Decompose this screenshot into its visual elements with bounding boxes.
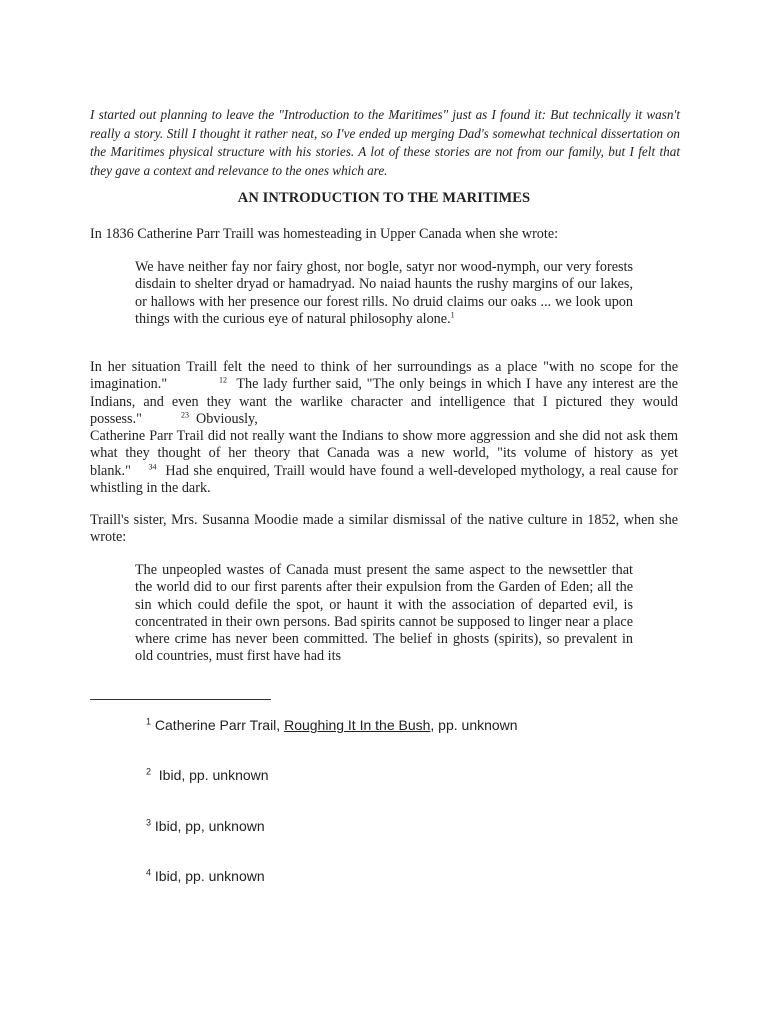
footnote-ref-23: 23	[180, 410, 189, 420]
footnote-number: 3	[146, 817, 152, 828]
paragraph-text: Had she enquired, Traill would have found a well-developed mythology, a real cause for whistling in the dark.	[90, 462, 679, 497]
footnote-1	[146, 716, 518, 734]
footnote-ref-1: 1	[450, 310, 455, 320]
footnote-number: 2	[146, 766, 152, 777]
page-title: AN INTRODUCTION TO THE MARITIMES	[237, 190, 531, 206]
blockquote-traill	[135, 259, 633, 328]
paragraph-text: Catherine Parr Trail did not really want the Indians to show more aggression and she did not ask them what they thought of her theory that Canada was a new world, "its volume of history as yet blank."	[90, 428, 678, 479]
footnote-text: Catherine Parr Trail,	[154, 717, 285, 733]
paragraph-text: In her situation Traill felt the need to think of her surroundings as a place "with no scope for the imagination."	[90, 359, 678, 393]
footnote-number: 4	[146, 867, 152, 878]
paragraph-text: Obviously,	[196, 410, 258, 427]
blockquote-moodie: The unpeopled wastes of Canada must present the same aspect to the newsettler that the world did to our first parents after their expulsion from the Garden of Eden; all the sin which could defile the spot, or haunt it with the association of departed evil, is concentrated in their own persons. Bad spirits cannot be supposed to linger near a place where crime has never been committed. The belief in ghosts (spirits), so prevalent in old countries, must first have had its	[135, 562, 633, 665]
footnote-text: Ibid, pp. unknown	[158, 767, 269, 783]
footnote-3	[146, 817, 265, 835]
paragraph-moodie-intro: Traill's sister, Mrs. Susanna Moodie made a similar dismissal of the native culture in 1852, when she wrote:	[90, 512, 678, 546]
paragraph-text: The lady further said, "The only beings in which I have any interest are the Indians, and even they want the warlike character and intelligence that I pictured they would possess."	[90, 376, 678, 427]
footnote-number: 1	[146, 716, 152, 727]
footnote-4	[146, 867, 265, 885]
blockquote-traill-text: We have neither fay nor fairy ghost, nor bogle, satyr nor wood-nymph, our very forests disdain to shelter dryad or hamadryad. No naiad haunts the rushy margins of our lakes, or hallows with her presence our forest rills. No druid claims our oaks ... we look upon things with the curious eye of natural philosophy alone.	[135, 259, 633, 327]
footnote-ref-12: 12	[218, 375, 227, 385]
footnote-text: Ibid, pp, unknown	[154, 818, 265, 834]
paragraph-traill-situation	[90, 359, 678, 497]
editor-intro-note: I started out planning to leave the "Introduction to the Maritimes" just as I found it: But technically it wasn't really a story. Still I thought it rather neat, so I've ended up merging Dad's somewhat technical dissertation on the Maritimes physical structure with his stories. A lot of these stories are not from our family, but I felt that they gave a context and relevance to the ones which are.	[90, 107, 680, 178]
footnote-book-title: Roughing It In the Bush	[284, 717, 431, 733]
footnote-ref-34: 34	[148, 462, 157, 472]
paragraph-traill-intro: In 1836 Catherine Parr Traill was homesteading in Upper Canada when she wrote:	[90, 226, 559, 242]
footnote-2	[146, 766, 269, 784]
footnote-divider	[90, 699, 271, 700]
footnote-text: , pp. unknown	[430, 717, 518, 733]
footnote-text: Ibid, pp. unknown	[154, 868, 265, 884]
